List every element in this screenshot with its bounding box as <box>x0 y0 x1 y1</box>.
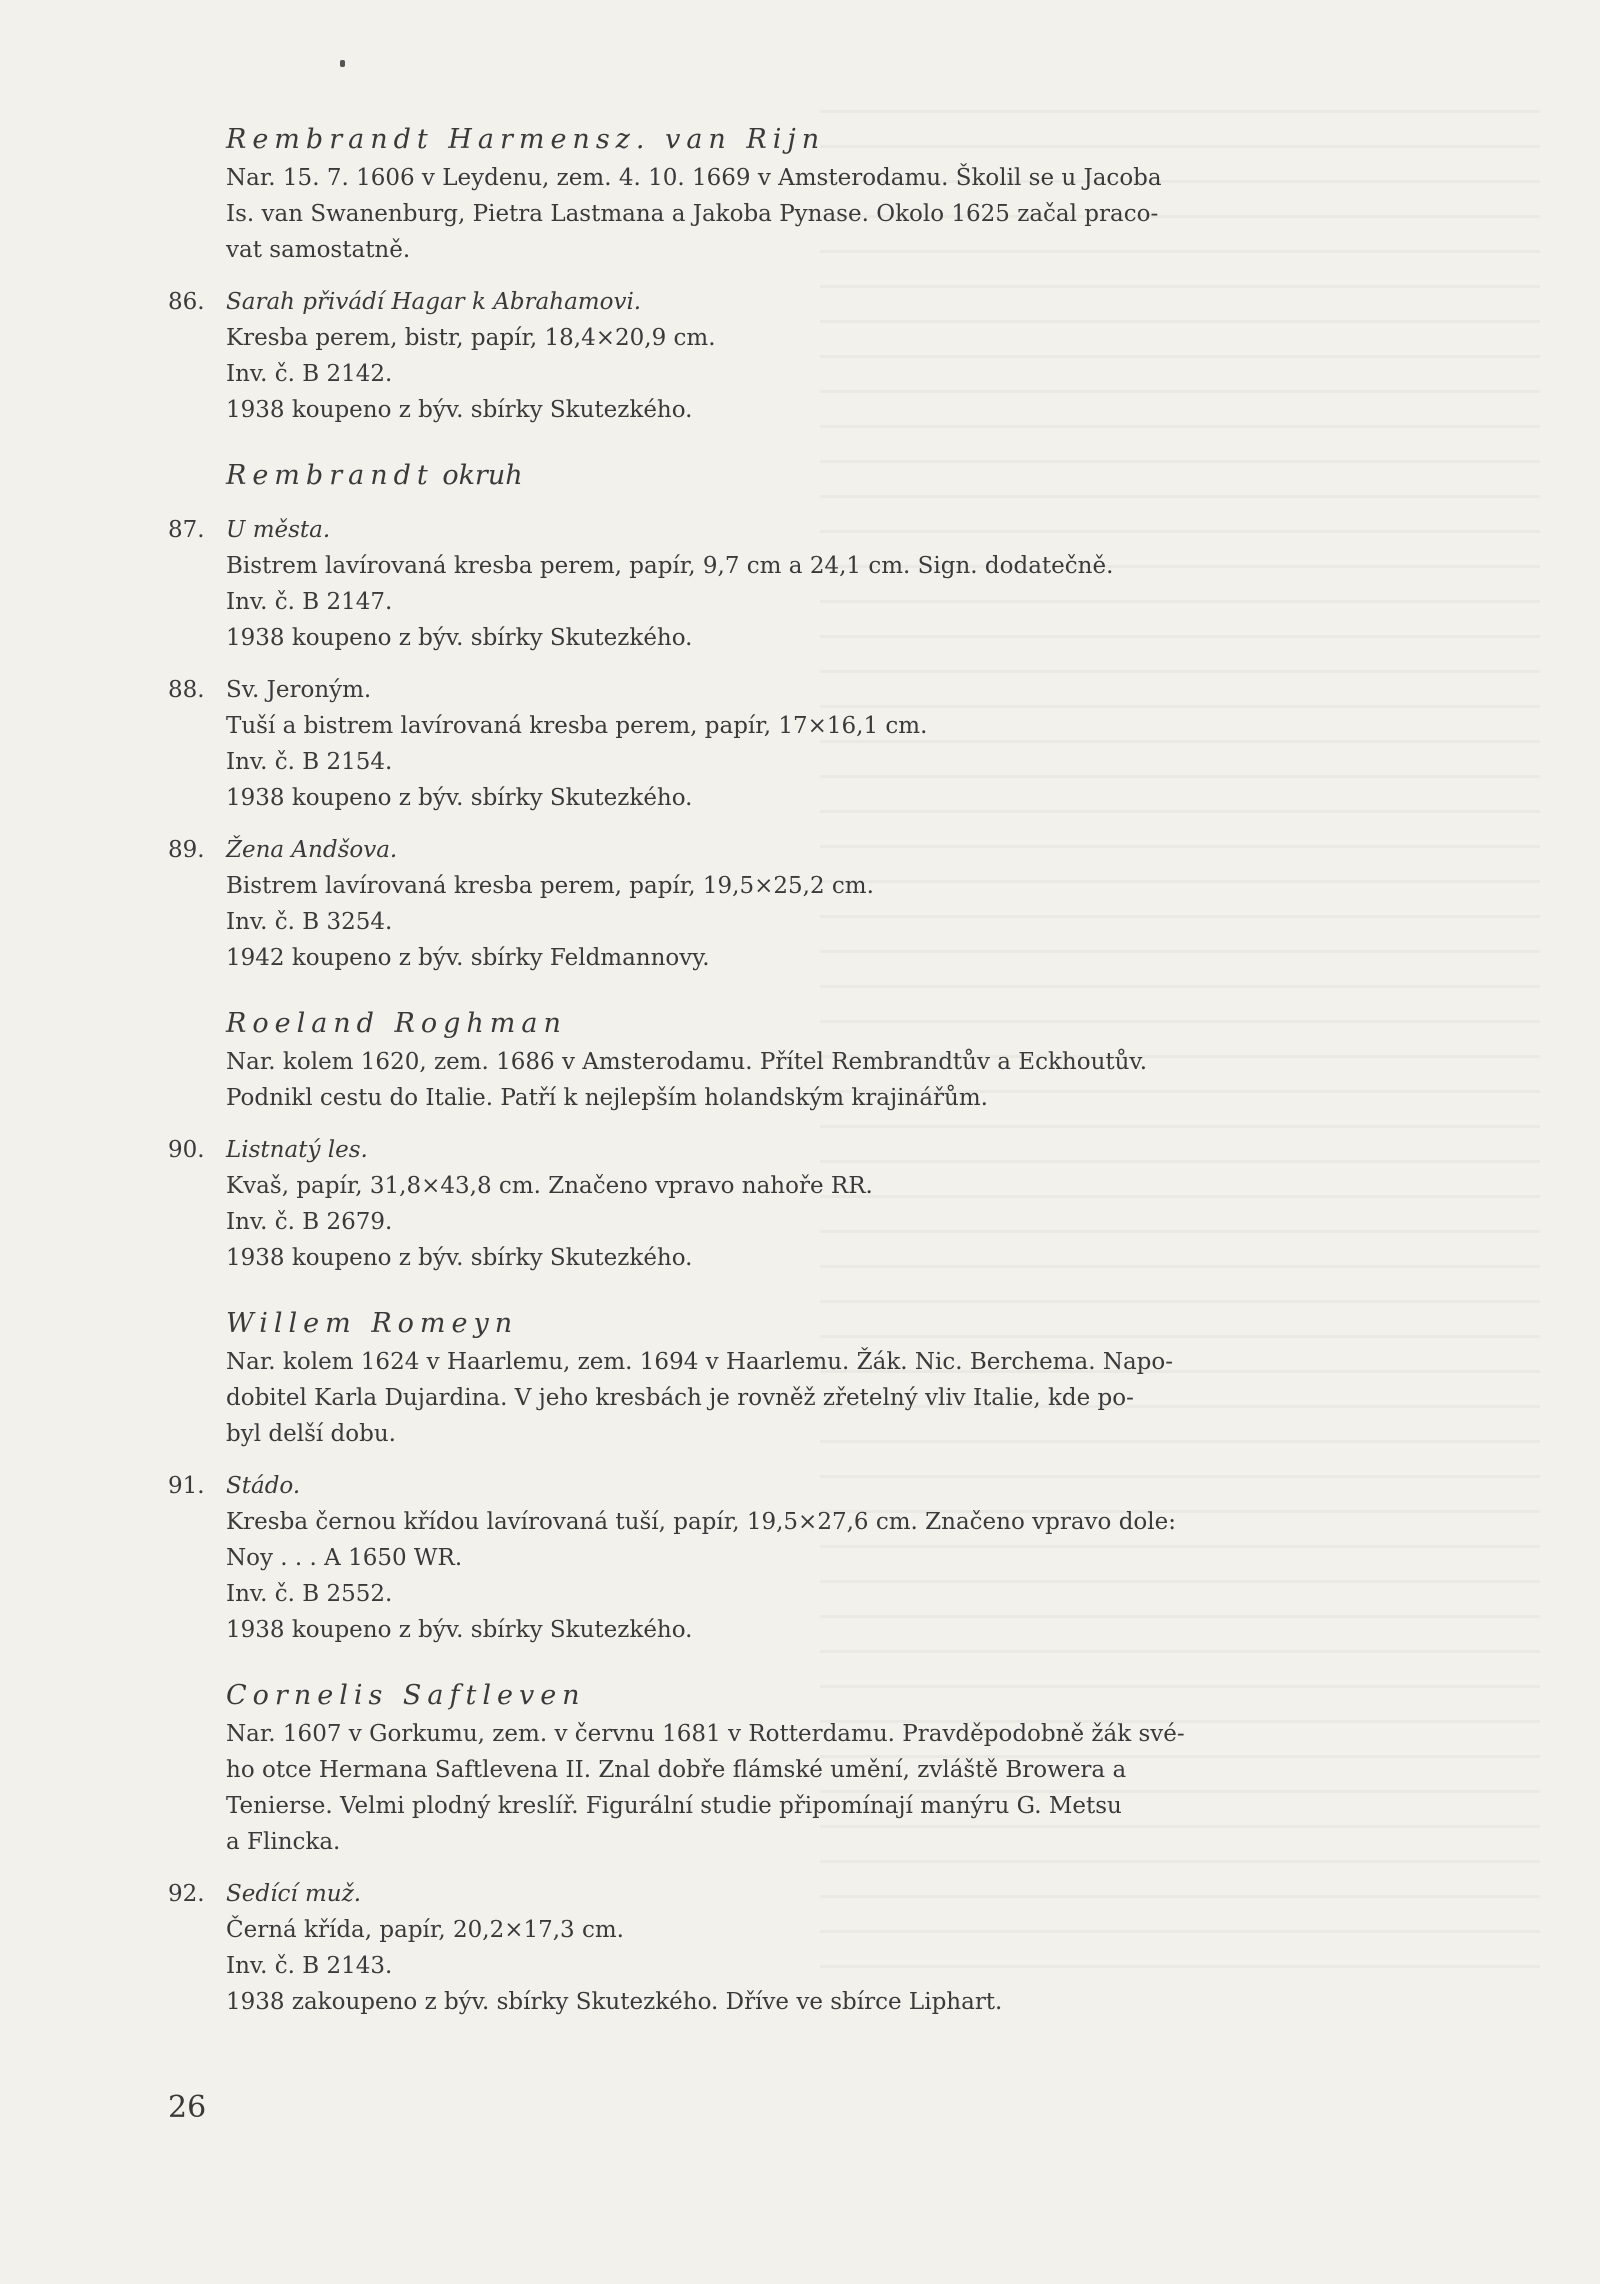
entry-number: 89. <box>168 837 205 863</box>
artist-name-suffix: okruh <box>433 460 523 491</box>
entry-number: 86. <box>168 289 205 315</box>
entry-title: Sv. Jeroným. <box>226 677 372 703</box>
entry-detail-line: 1938 koupeno z býv. sbírky Skutezkého. <box>226 1617 693 1643</box>
entry-body <box>226 672 1468 816</box>
entry-detail-line: Černá křída, papír, 20,2×17,3 cm. <box>226 1917 624 1943</box>
entry-body <box>226 1132 1468 1276</box>
entry-title: U města. <box>226 517 331 543</box>
entry-title: Sarah přivádí Hagar k Abrahamovi. <box>226 289 642 315</box>
entry-detail-line: Kresba perem, bistr, papír, 18,4×20,9 cm. <box>226 325 716 351</box>
entry-detail-line: 1938 koupeno z býv. sbírky Skutezkého. <box>226 785 693 811</box>
entry-detail-line: Bistrem lavírovaná kresba perem, papír, 9,7 cm a 24,1 cm. Sign. dodatečně. <box>226 553 1114 579</box>
entry-detail-line: Tuší a bistrem lavírovaná kresba perem, papír, 17×16,1 cm. <box>226 713 928 739</box>
artist-name-text: Cornelis Saftleven <box>226 1680 586 1711</box>
biography-line: byl delší dobu. <box>226 1421 396 1447</box>
biography-line: dobitel Karla Dujardina. V jeho kresbách je rovněž zřetelný vliv Italie, kde po- <box>226 1385 1134 1411</box>
biography-line: Tenierse. Velmi plodný kreslíř. Figurální studie připomínají manýru G. Metsu <box>226 1793 1122 1819</box>
entry-body <box>226 1468 1468 1648</box>
entry-number: 90. <box>168 1137 205 1163</box>
catalog-entry <box>168 512 1468 656</box>
entry-number: 91. <box>168 1473 205 1499</box>
entry-body <box>226 284 1468 428</box>
entry-detail-line: Inv. č. B 2143. <box>226 1953 393 1979</box>
entry-title: Sedící muž. <box>226 1881 362 1907</box>
catalog-entry <box>168 672 1468 816</box>
biography-line: Podnikl cestu do Italie. Patří k nejlepším holandským krajinářům. <box>226 1085 988 1111</box>
catalog-entry <box>168 284 1468 428</box>
ink-speck <box>340 60 345 67</box>
catalog-entry <box>168 1132 1468 1276</box>
entry-title: Stádo. <box>226 1473 301 1499</box>
artist-section <box>168 1676 1468 2020</box>
entry-detail-line: Inv. č. B 2142. <box>226 361 393 387</box>
entry-body <box>226 512 1468 656</box>
artist-biography <box>226 160 1468 268</box>
artist-biography <box>226 1716 1468 1860</box>
entry-detail-line: Noy . . . A 1650 WR. <box>226 1545 463 1571</box>
entry-detail-line: Inv. č. B 2552. <box>226 1581 393 1607</box>
entry-body <box>226 832 1468 976</box>
entry-number: 92. <box>168 1881 205 1907</box>
artist-biography <box>226 1044 1468 1116</box>
catalog-entry <box>168 1468 1468 1648</box>
artist-name <box>226 1676 1468 1716</box>
biography-line: Nar. 15. 7. 1606 v Leydenu, zem. 4. 10. 1669 v Amsterodamu. Školil se u Jacoba <box>226 165 1162 191</box>
catalog-content <box>168 120 1468 2020</box>
entry-detail-line: 1942 koupeno z býv. sbírky Feldmannovy. <box>226 945 710 971</box>
artist-name-text: Rembrandt <box>226 460 434 491</box>
entry-detail-line: Kresba černou křídou lavírovaná tuší, papír, 19,5×27,6 cm. Značeno vpravo dole: <box>226 1509 1176 1535</box>
page-number: 26 <box>168 2090 207 2125</box>
catalog-entry <box>168 832 1468 976</box>
entry-detail-line: 1938 koupeno z býv. sbírky Skutezkého. <box>226 397 693 423</box>
artist-name-text: Willem Romeyn <box>226 1308 519 1339</box>
artist-name-text: Roeland Roghman <box>226 1008 567 1039</box>
artist-name-text: Rembrandt Harmensz. van Rijn <box>226 124 826 155</box>
entry-detail-line: Kvaš, papír, 31,8×43,8 cm. Značeno vpravo nahoře RR. <box>226 1173 873 1199</box>
artist-section <box>168 1304 1468 1648</box>
biography-line: Nar. kolem 1620, zem. 1686 v Amsterodamu. Přítel Rembrandtův a Eckhoutův. <box>226 1049 1148 1075</box>
artist-section <box>168 456 1468 976</box>
biography-line: vat samostatně. <box>226 237 411 263</box>
artist-section <box>168 1004 1468 1276</box>
artist-biography <box>226 1344 1468 1452</box>
artist-name <box>226 1304 1468 1344</box>
artist-name <box>226 120 1468 160</box>
entry-detail-line: Inv. č. B 2147. <box>226 589 393 615</box>
entry-detail-line: Inv. č. B 2154. <box>226 749 393 775</box>
biography-line: Is. van Swanenburg, Pietra Lastmana a Jakoba Pynase. Okolo 1625 začal praco- <box>226 201 1159 227</box>
artist-name <box>226 1004 1468 1044</box>
entry-detail-line: 1938 koupeno z býv. sbírky Skutezkého. <box>226 625 693 651</box>
biography-line: Nar. kolem 1624 v Haarlemu, zem. 1694 v Haarlemu. Žák. Nic. Berchema. Napo- <box>226 1349 1174 1375</box>
artist-name <box>226 456 1468 496</box>
entry-detail-line: Inv. č. B 2679. <box>226 1209 393 1235</box>
entry-detail-line: 1938 koupeno z býv. sbírky Skutezkého. <box>226 1245 693 1271</box>
catalog-entry <box>168 1876 1468 2020</box>
biography-line: ho otce Hermana Saftlevena II. Znal dobře flámské umění, zvláště Browera a <box>226 1757 1127 1783</box>
entry-number: 87. <box>168 517 205 543</box>
artist-section <box>168 120 1468 428</box>
entry-detail-line: Inv. č. B 3254. <box>226 909 393 935</box>
entry-body <box>226 1876 1468 2020</box>
entry-detail-line: 1938 zakoupeno z býv. sbírky Skutezkého. Dříve ve sbírce Liphart. <box>226 1989 1003 2015</box>
entry-title: Žena Andšova. <box>226 837 398 863</box>
entry-title: Listnatý les. <box>226 1137 368 1163</box>
entry-number: 88. <box>168 677 205 703</box>
biography-line: a Flincka. <box>226 1829 341 1855</box>
entry-detail-line: Bistrem lavírovaná kresba perem, papír, 19,5×25,2 cm. <box>226 873 874 899</box>
biography-line: Nar. 1607 v Gorkumu, zem. v červnu 1681 v Rotterdamu. Pravděpodobně žák své- <box>226 1721 1185 1747</box>
